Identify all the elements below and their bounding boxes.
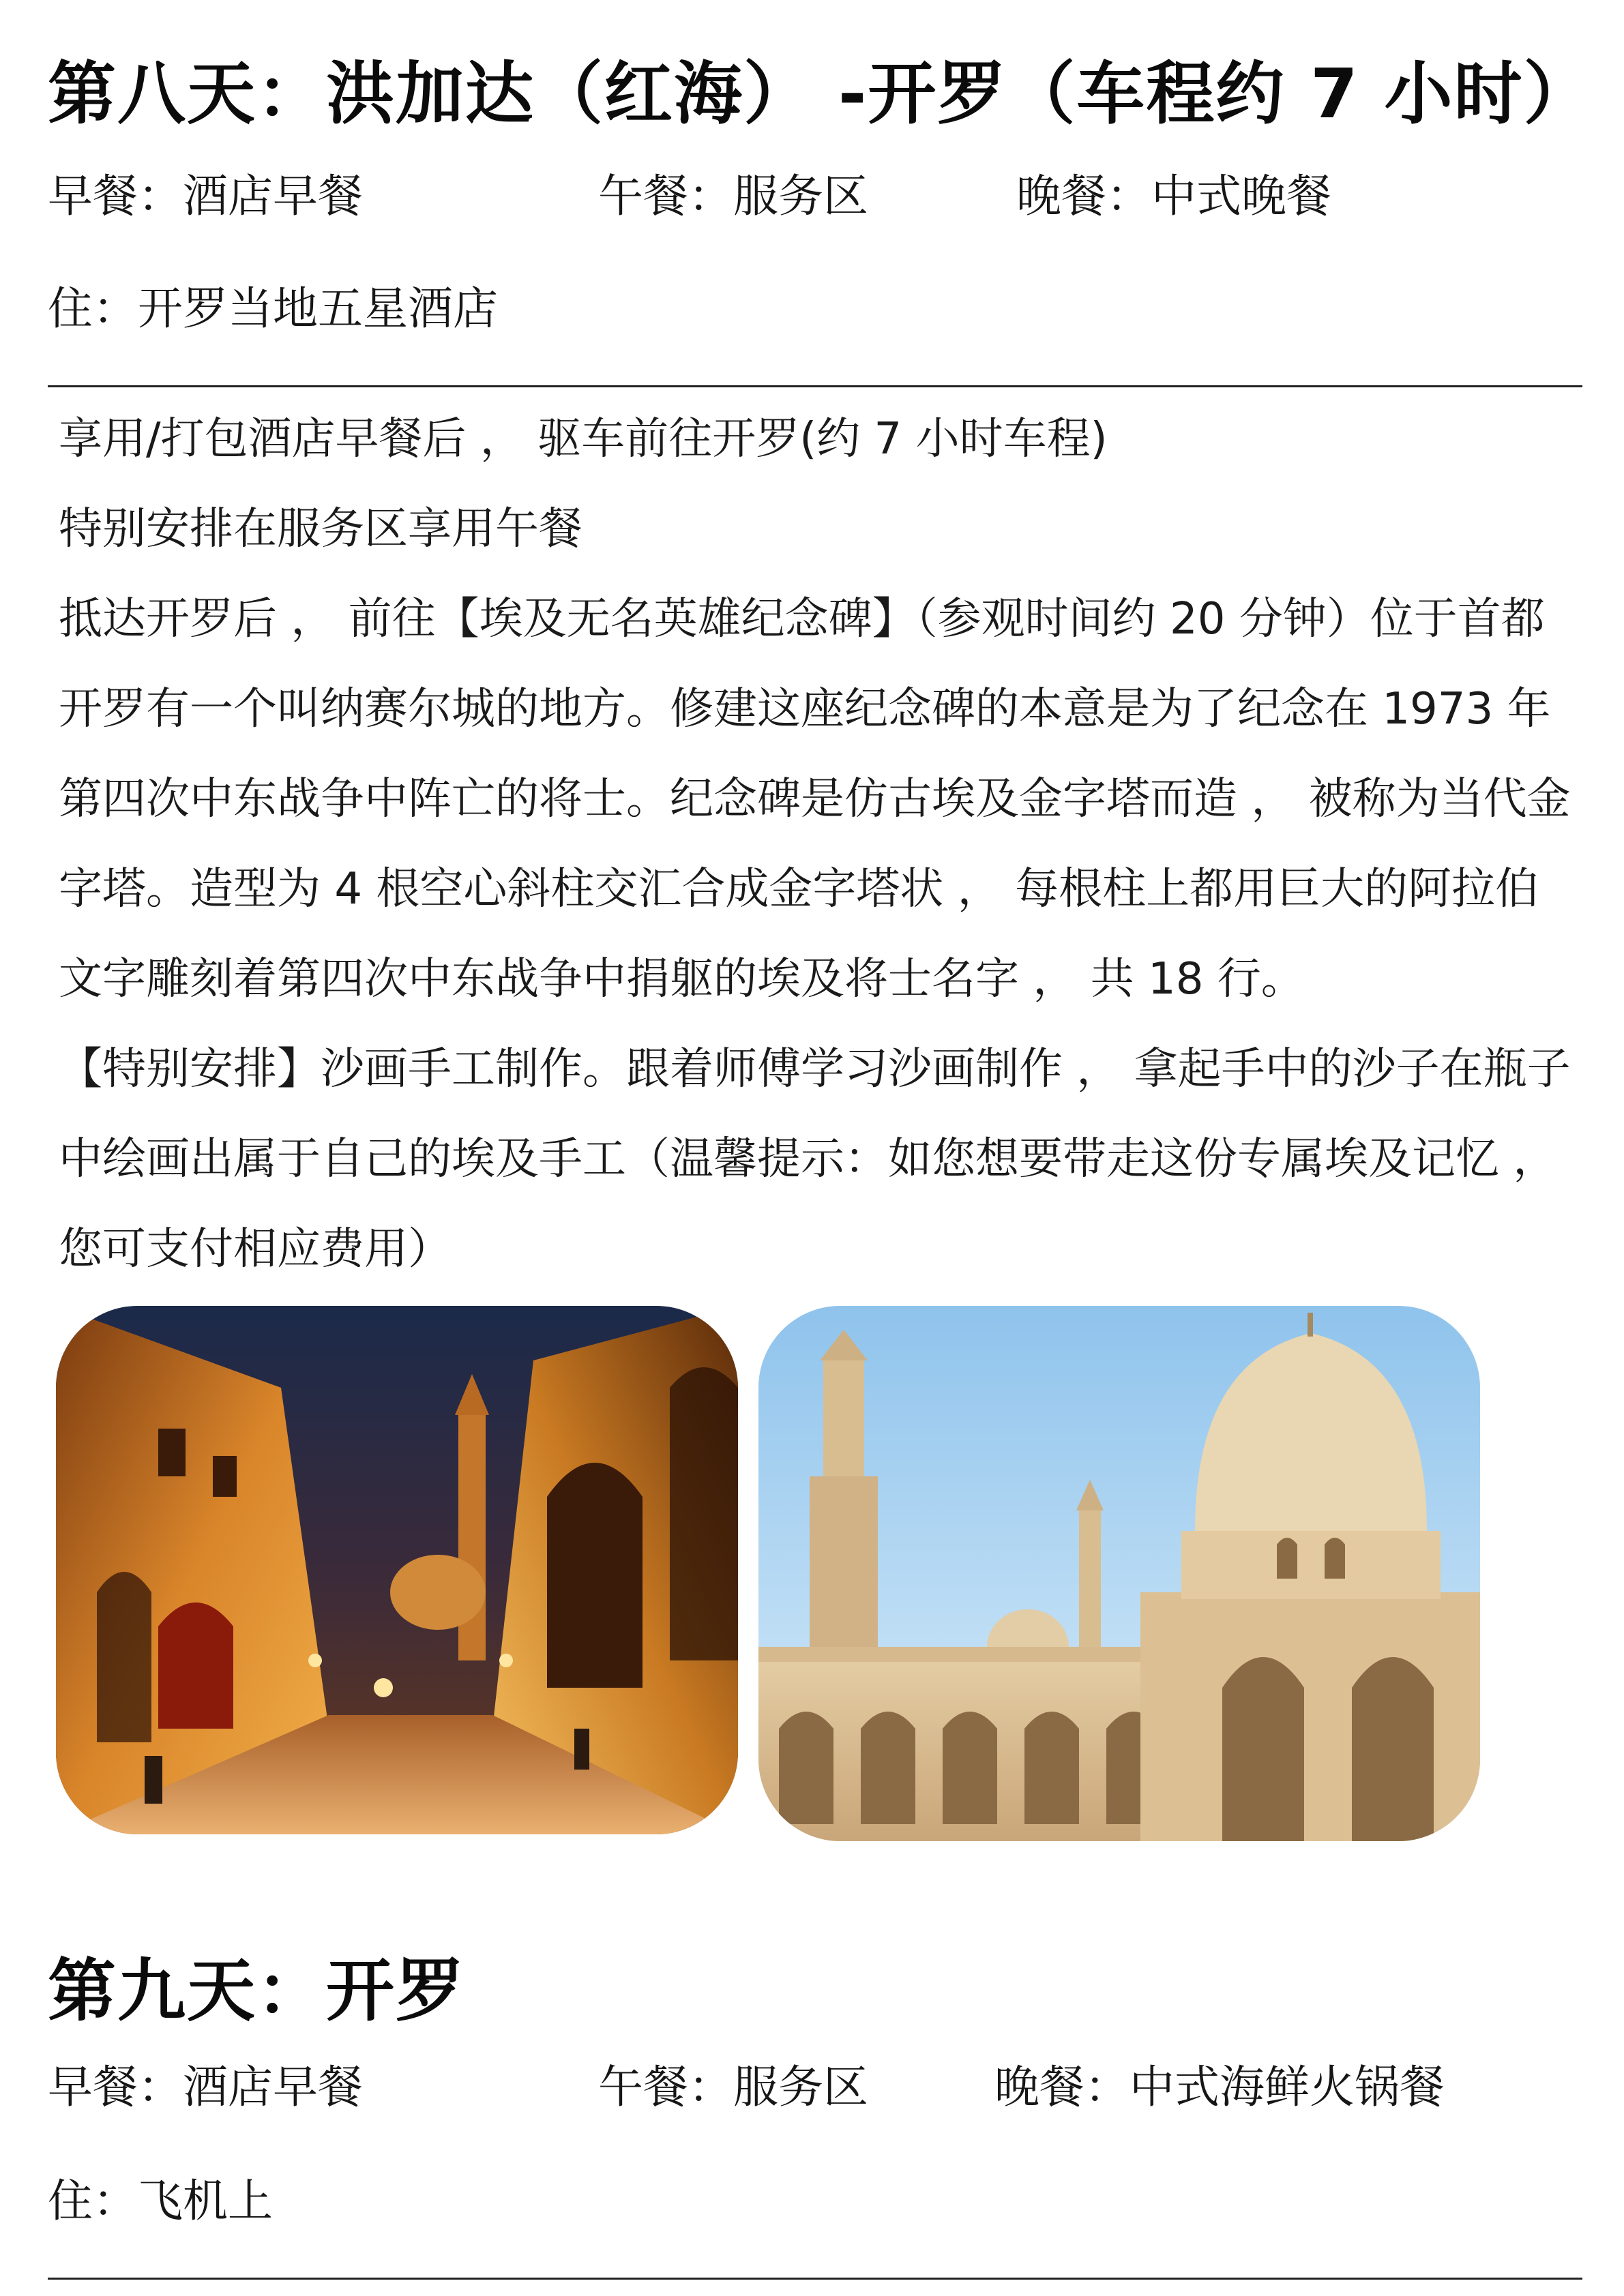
day8-paragraph-4: 【特别安排】沙画手工制作。跟着师傅学习沙画制作 ， 拿起手中的沙子在瓶子中绘画出属于自己的埃及手工（温馨提示：如您想要带走这份专属埃及记忆 ， 您可支付相应费用） (59, 1044, 1571, 1274)
day8-dinner: 晚餐：中式晚餐 (1016, 170, 1331, 222)
day9-stay: 住：飞机上 (48, 2175, 273, 2227)
day9-divider (48, 2278, 1582, 2280)
day9-lunch: 午餐：服务区 (598, 2061, 868, 2113)
day8-paragraph-3: 抵达开罗后 ， 前往【埃及无名英雄纪念碑】（参观时间约 20 分钟）位于首都开罗有一个叫纳赛尔城的地方。修建这座纪念碑的本意是为了纪念在 1973 年第四次中东战争中阵亡的将士。纪念碑是仿古埃及金字塔而造 ， 被称为当代金字塔。造型为 4 根空心斜柱交汇合成金字塔状 ， 每根柱上都用巨大的阿拉伯文字雕刻着第四次中东战争中捐躯的埃及将士名字 ， 共 18 行。 (59, 594, 1571, 1004)
day8-paragraph-2: 特别安排在服务区享用午餐 (59, 504, 582, 554)
day8-paragraph-1: 享用/打包酒店早餐后 ， 驱车前往开罗(约 7 小时车程) (59, 414, 1108, 464)
day8-lunch: 午餐：服务区 (598, 170, 868, 222)
day8-divider (48, 385, 1582, 387)
day9-breakfast: 早餐：酒店早餐 (48, 2061, 363, 2113)
day9-dinner: 晚餐：中式海鲜火锅餐 (994, 2061, 1445, 2113)
cairo-old-street-night-photo (56, 1306, 738, 1834)
day8-title: 第八天：洪加达（红海） -开罗（车程约 7 小时） (48, 54, 1593, 134)
day8-itinerary (59, 394, 1573, 1294)
day8-breakfast: 早餐：酒店早餐 (48, 170, 363, 222)
day8-stay: 住：开罗当地五星酒店 (48, 282, 498, 335)
ibn-tulun-mosque-fountain-photo (758, 1306, 1480, 1841)
day9-title: 第九天：开罗 (48, 1951, 465, 2031)
